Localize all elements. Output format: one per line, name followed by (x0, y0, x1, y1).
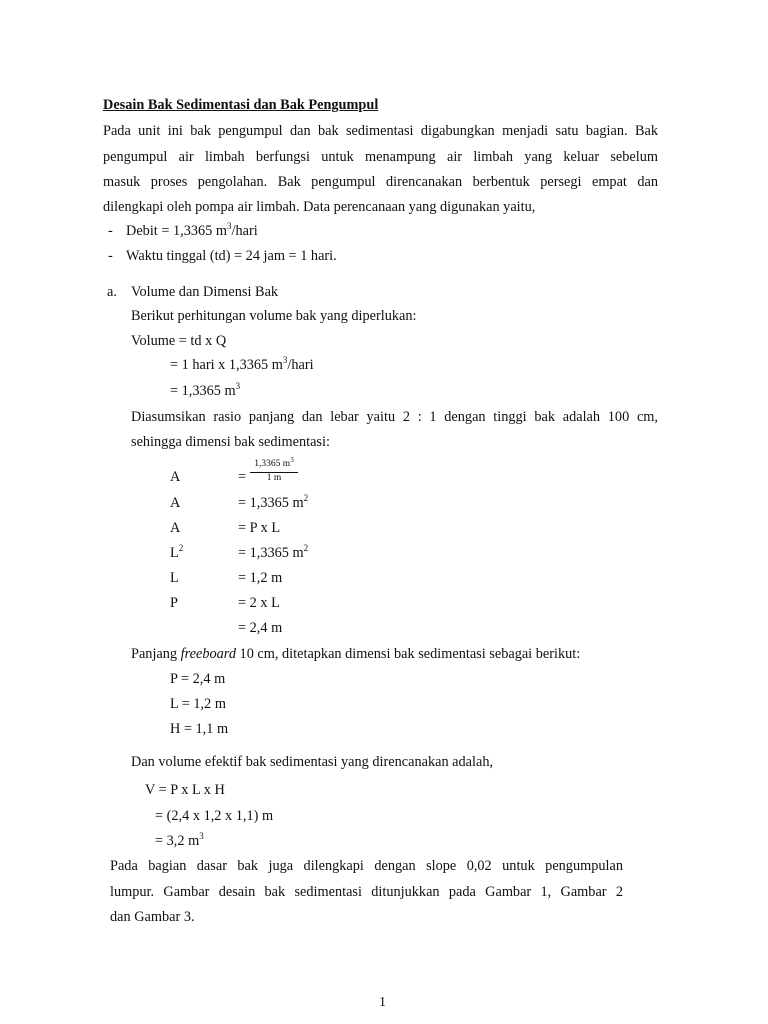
bullet-marker: - (108, 248, 113, 264)
final-dim-h: H = 1,1 m (170, 721, 229, 737)
dim-value: = 2,4 m (238, 620, 283, 636)
dim-value: = 1,2 m (238, 570, 283, 586)
bullet-marker: - (108, 223, 113, 239)
dim-var: A (170, 520, 181, 536)
intro-line-1: Pada unit ini bak pengumpul dan bak sedimentasi digabungkan menjadi satu bagian. Bak (103, 123, 658, 139)
volume-intro: Dan volume efektif bak sedimentasi yang direncanakan adalah, (131, 754, 494, 770)
dim-var: $L^2$ (170, 543, 184, 561)
intro-line-4: dilengkapi oleh pompa air limbah. Data perencanaan yang digunakan yaitu, (103, 199, 536, 215)
closing-line-2: lumpur. Gambar desain bak sedimentasi ditunjukkan pada Gambar 1, Gambar 2 (110, 884, 623, 900)
final-dim-l: L = 1,2 m (170, 696, 226, 712)
dim-eq: = (238, 469, 247, 485)
intro-line-3: masuk proses pengolahan. Bak pengumpul direncanakan berbentuk persegi empat dan (103, 174, 658, 190)
assume-line-1: Diasumsikan rasio panjang dan lebar yaitu 2 : 1 dengan tinggi bak adalah 100 cm, (131, 409, 658, 425)
volume-calc-1: V = P x L x H (145, 782, 225, 798)
fraction-numerator: 1,3365 $m^3$ (254, 456, 294, 469)
closing-line-3: dan Gambar 3. (110, 909, 195, 925)
section-heading: Volume dan Dimensi Bak (131, 284, 279, 300)
volume-step-2: = 1 hari x 1,3365 $m^3$/hari (170, 355, 314, 373)
bullet-debit: Debit = 1,3365 $m^3$/hari (126, 221, 258, 239)
freeboard-line: Panjang freeboard 10 cm, ditetapkan dimensi bak sedimentasi sebagai berikut: (131, 646, 581, 662)
section-line-1: Berikut perhitungan volume bak yang diperlukan: (131, 308, 417, 324)
document-title: Desain Bak Sedimentasi dan Bak Pengumpul (103, 97, 379, 113)
dim-var: A (170, 469, 181, 485)
closing-line-1: Pada bagian dasar bak juga dilengkapi dengan slope 0,02 untuk pengumpulan (110, 858, 623, 874)
bullet-waktu: Waktu tinggal (td) = 24 jam = 1 hari. (126, 248, 337, 264)
dim-value: = 1,3365 $m^2$ (238, 493, 309, 511)
volume-calc-2: = (2,4 x 1,2 x 1,1) m (155, 808, 274, 824)
volume-calc-3: = 3,2 $m^3$ (155, 831, 204, 849)
section-marker: a. (107, 284, 117, 300)
final-dim-p: P = 2,4 m (170, 671, 226, 687)
intro-line-2: pengumpul air limbah berfungsi untuk menampung air limbah yang keluar sebelum (103, 149, 658, 165)
dim-var: L (170, 570, 179, 586)
assume-line-2: sehingga dimensi bak sedimentasi: (131, 434, 330, 450)
dim-value: = P x L (238, 520, 281, 536)
dim-value: = 2 x L (238, 595, 280, 611)
dim-value: = 1,3365 $m^2$ (238, 543, 309, 561)
dim-var: P (170, 595, 178, 611)
volume-formula: Volume = td x Q (131, 333, 227, 349)
volume-step-3: = 1,3365 $m^3$ (170, 381, 241, 399)
dim-var: A (170, 495, 181, 511)
area-fraction (250, 456, 298, 483)
page-number: 1 (379, 995, 386, 1010)
fraction-denominator: 1 m (266, 472, 282, 483)
